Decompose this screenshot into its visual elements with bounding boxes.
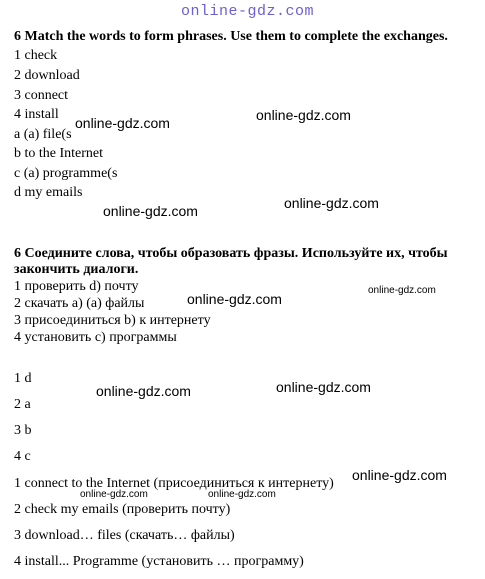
task-heading-en: 6 Match the words to form phrases. Use them to complete the exchanges. (14, 29, 448, 44)
task-heading-ru: 6 Соедините слова, чтобы образовать фразы. Используйте их, чтобы (14, 246, 448, 261)
watermark: online-gdz.com (103, 203, 198, 219)
list-item: d my emails (14, 185, 83, 200)
watermark: online-gdz.com (284, 195, 379, 211)
watermark: online-gdz.com (276, 379, 371, 395)
watermark: online-gdz.com (80, 489, 148, 500)
watermark: online-gdz.com (75, 115, 170, 131)
task-heading-ru-2: закончить диалоги. (14, 262, 139, 277)
list-item: a (a) file(s (14, 127, 72, 142)
list-item: 3 присоединиться b) к интернету (14, 313, 211, 328)
watermark: online-gdz.com (96, 383, 191, 399)
list-item: 4 установить c) программы (14, 330, 177, 345)
answer-pair: 2 a (14, 397, 31, 412)
list-item: 2 download (14, 68, 80, 83)
list-item: 4 install (14, 107, 59, 122)
watermark: online-gdz.com (208, 489, 276, 500)
watermark: online-gdz.com (352, 467, 447, 483)
list-item: 2 скачать а) (a) файлы (14, 296, 145, 311)
list-item: 1 check (14, 48, 58, 63)
answer-phrase: 2 check my emails (проверить почту) (14, 502, 231, 517)
answer-pair: 4 c (14, 449, 31, 464)
answer-pair: 3 b (14, 423, 32, 438)
list-item: c (a) programme(s (14, 166, 118, 181)
watermark-top: online-gdz.com (181, 3, 315, 20)
answer-phrase: 4 install... Programme (установить … программу) (14, 554, 304, 569)
list-item: 3 connect (14, 88, 69, 103)
watermark: online-gdz.com (187, 291, 282, 307)
list-item: 1 проверить d) почту (14, 279, 139, 294)
answer-pair: 1 d (14, 371, 32, 386)
answer-phrase: 3 download… files (скачать… файлы) (14, 528, 235, 543)
answer-phrase: 1 connect to the Internet (присоединиться к интернету) (14, 476, 334, 491)
watermark: online-gdz.com (256, 107, 351, 123)
list-item: b to the Internet (14, 146, 104, 161)
watermark: online-gdz.com (368, 285, 436, 296)
